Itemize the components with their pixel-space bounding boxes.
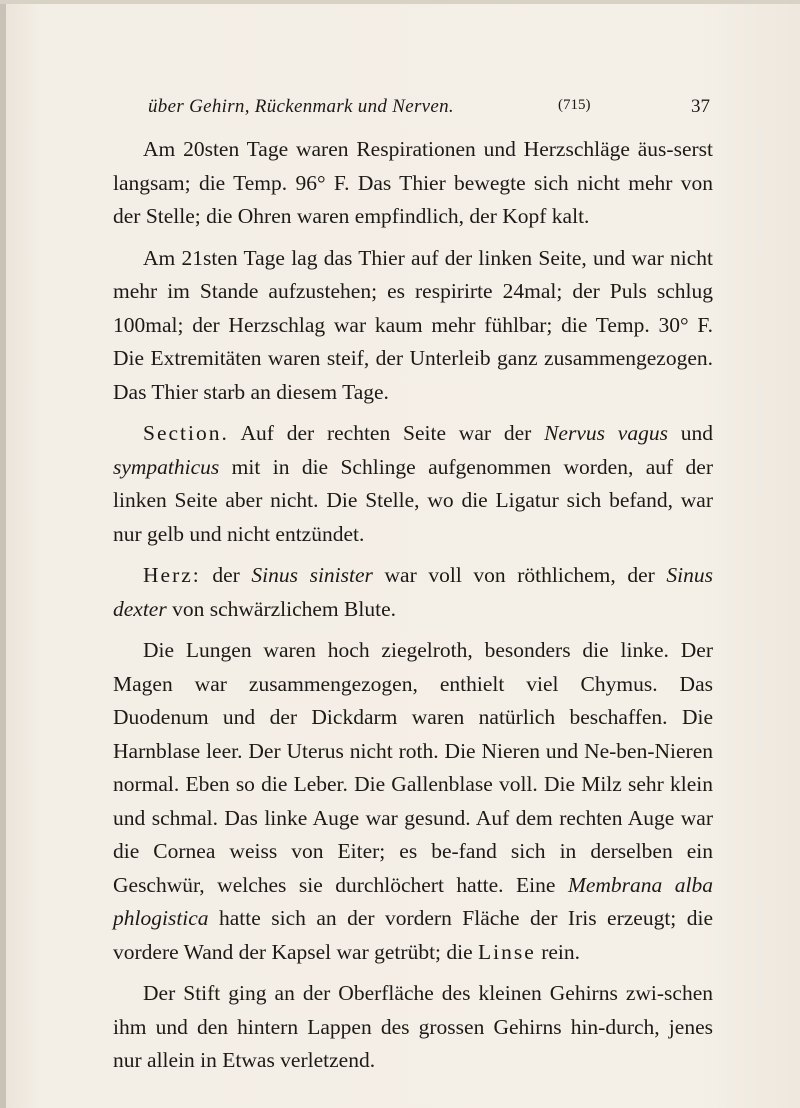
text-run: der: [200, 563, 252, 587]
paragraph-day-21: Am 21sten Tage lag das Thier auf der linken Seite, und war nicht mehr im Stande aufzustehen; es respirirte 24mal; der Puls schlug 100mal; der Herzschlag war kaum mehr fühlbar; die Temp. 30° F. Die Extremitäten waren steif, der Unterleib ganz zusammengezogen. Das Thier starb an diesem Tage.: [113, 245, 713, 404]
page-header: [148, 96, 710, 124]
herz-lead: Herz:: [143, 563, 201, 587]
page-reference: (715): [558, 97, 591, 113]
page-number: 37: [691, 96, 710, 117]
text-run: rein.: [535, 939, 580, 964]
text-run: Die Lungen waren hoch ziegelroth, besonders die linke. Der Magen war zusammengezogen, enthielt viel Chymus. Das Duodenum und der Dickdarm waren natürlich beschaffen. Die Harnblase leer. Der Uterus nicht roth. Die Nieren und Ne-ben-Nieren normal. Eben so die Leber. Die Gallenblase voll. Die Milz sehr klein und schmal. Das linke Auge war gesund. Auf dem rechten Auge war die Cornea weiss von Eiter; es be-fand sich in derselben ein Geschwür, welches sie durchlöchert hatte. Eine: [113, 638, 713, 897]
paragraph-organs: [113, 634, 713, 969]
paragraph-herz: [113, 559, 713, 626]
body-text: [113, 133, 713, 1086]
text-run: mit in die Schlinge aufgenommen worden, auf der linken Seite aber nicht. Die Stelle, wo die Ligatur sich befand, war nur gelb und nicht entzündet.: [113, 454, 713, 546]
running-head: über Gehirn, Rückenmark und Nerven.: [148, 96, 454, 117]
text-run: und: [667, 421, 713, 445]
text-run: hatte sich an der vordern Fläche der Iris erzeugt; die vordere Wand der Kapsel war getrübt; die: [113, 906, 713, 964]
page-top-edge: [0, 0, 800, 4]
text-run: Auf der rechten Seite war der: [228, 421, 545, 445]
term-nervus-vagus: Nervus vagus: [544, 421, 668, 445]
paragraph-section: [113, 417, 713, 551]
section-lead: Section.: [143, 421, 229, 445]
page-left-edge: [0, 0, 6, 1108]
text-run: von schwärzlichem Blute.: [166, 596, 396, 621]
term-sinus-sinister: Sinus sinister: [251, 563, 373, 587]
text-run: war voll von röthlichem, der: [372, 563, 667, 587]
term-linse: Linse: [478, 939, 536, 964]
term-membrana-alba: Membrana alba phlogistica: [113, 872, 713, 930]
term-sinus-dexter: Sinus dexter: [113, 563, 714, 621]
paragraph-stift: Der Stift ging an der Oberfläche des kleinen Gehirns zwi-schen ihm und den hintern Lappen des grossen Gehirns hin-durch, jenes nur allein in Etwas verletzend.: [113, 981, 713, 1072]
term-sympathicus: sympathicus: [113, 454, 220, 479]
paragraph-day-20: Am 20sten Tage waren Respirationen und Herzschläge äus-serst langsam; die Temp. 96° F. Das Thier bewegte sich nicht mehr von der Stelle; die Ohren waren empfindlich, der Kopf kalt.: [113, 137, 713, 228]
